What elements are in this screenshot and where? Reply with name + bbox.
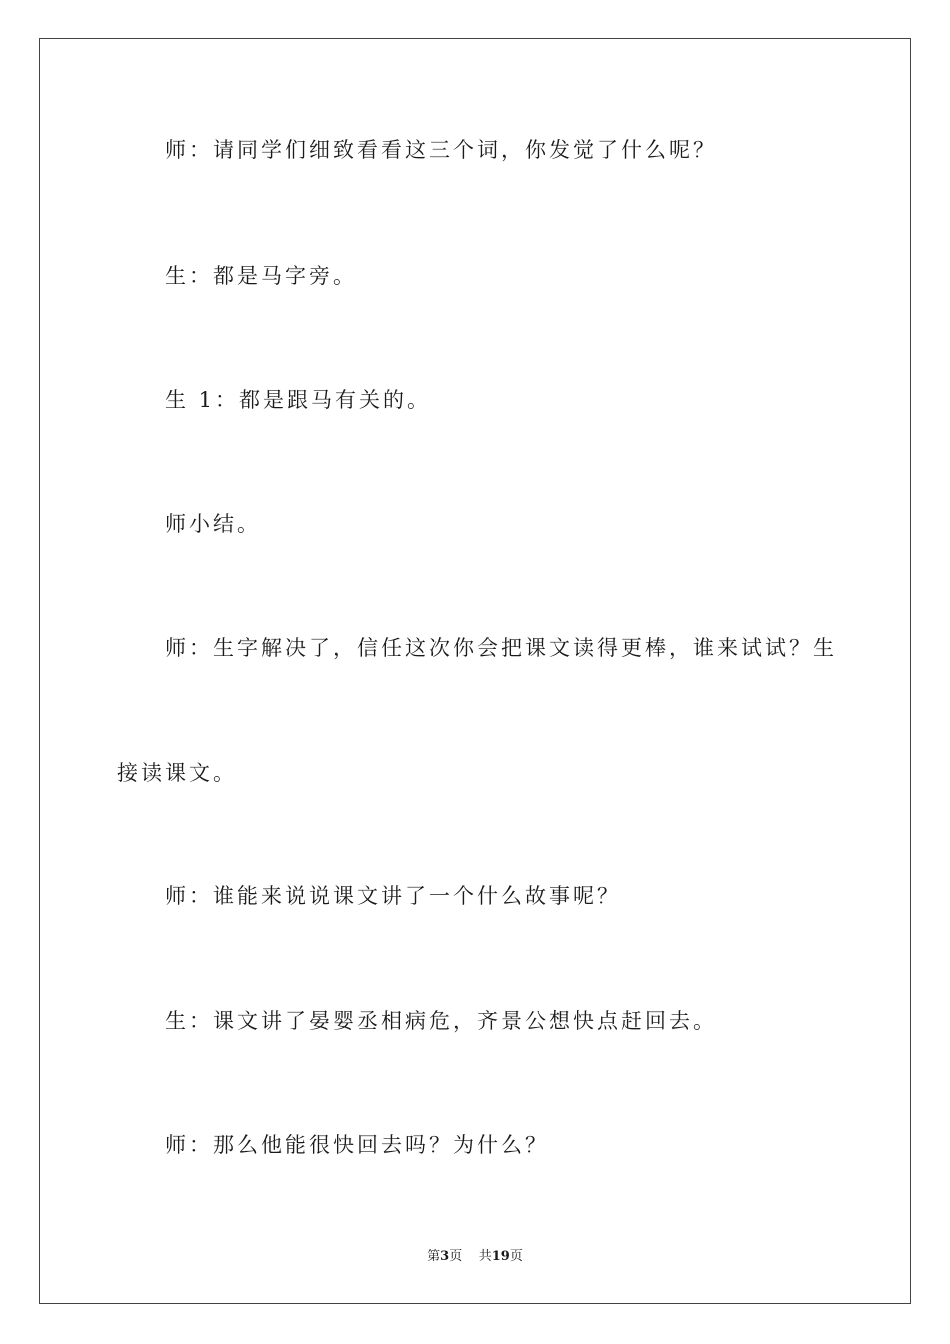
footer-total-suffix: 页 — [509, 1249, 523, 1264]
footer-page-number: 3 — [440, 1249, 450, 1264]
footer-total-number: 19 — [491, 1249, 510, 1264]
footer-page-suffix: 页 — [449, 1249, 463, 1264]
footer-page-prefix: 第 — [427, 1249, 441, 1264]
paragraph-teacher-prompt: 师：生字解决了，信任这次你会把课文读得更棒，谁来试试？生 — [165, 636, 837, 660]
paragraph-teacher-question-1: 师：请同学们细致看看这三个词，你发觉了什么呢？ — [165, 138, 717, 162]
paragraph-continuation: 接读课文。 — [117, 761, 237, 785]
paragraph-student-answer-1: 生：都是马字旁。 — [165, 264, 357, 288]
paragraph-teacher-question-2: 师：谁能来说说课文讲了一个什么故事呢？ — [165, 884, 621, 908]
paragraph-teacher-question-3: 师：那么他能很快回去吗？为什么？ — [165, 1133, 549, 1157]
footer-total-prefix: 共 — [478, 1249, 492, 1264]
page-footer — [0, 1250, 950, 1263]
page-frame — [39, 38, 911, 1304]
paragraph-student-answer-2: 生 1：都是跟马有关的。 — [165, 388, 432, 412]
paragraph-student-answer-3: 生：课文讲了晏婴丞相病危，齐景公想快点赶回去。 — [165, 1009, 717, 1033]
paragraph-teacher-summary: 师小结。 — [165, 512, 261, 536]
